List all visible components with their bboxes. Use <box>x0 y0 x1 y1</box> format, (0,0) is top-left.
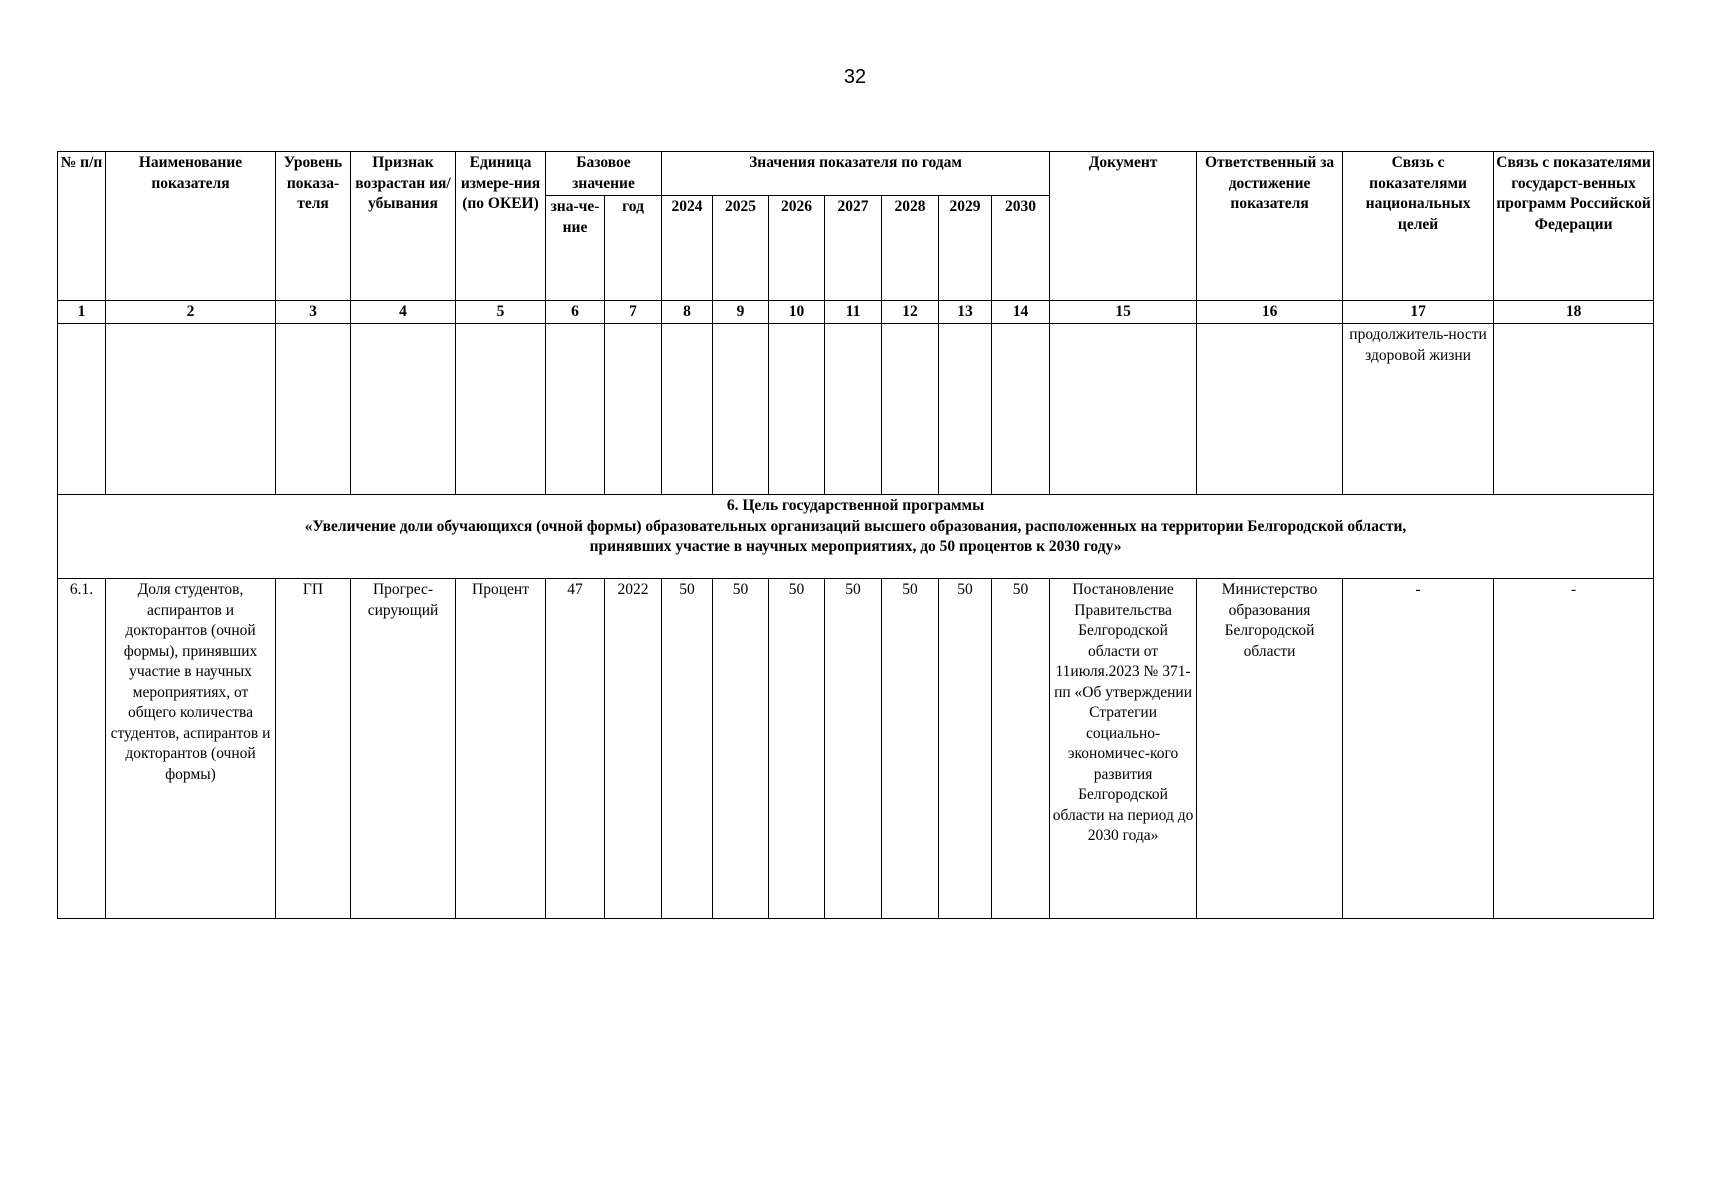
header-year: 2028 <box>882 196 939 301</box>
column-number: 12 <box>882 301 939 324</box>
indicator-base-value: 47 <box>546 579 605 919</box>
indicator-level: ГП <box>276 579 351 919</box>
header-year: 2025 <box>713 196 769 301</box>
goal-cell <box>58 495 1654 579</box>
empty-cell <box>939 324 992 495</box>
header-year: 2027 <box>825 196 882 301</box>
column-number: 1 <box>58 301 106 324</box>
indicator-state-link: - <box>1494 579 1654 919</box>
column-number: 6 <box>546 301 605 324</box>
column-number: 5 <box>456 301 546 324</box>
indicator-document: Постановление Правительства Белгородской области от 11июля.2023 № 371-пп «Об утверждении Стратегии социально-экономичес-кого развития Белгородской области на период до 2030 года» <box>1050 579 1197 919</box>
header-level: Уровень показа-теля <box>276 152 351 301</box>
empty-cell <box>456 324 546 495</box>
indicator-value-2028: 50 <box>882 579 939 919</box>
indicator-number: 6.1. <box>58 579 106 919</box>
column-number: 7 <box>605 301 662 324</box>
empty-cell <box>769 324 825 495</box>
indicator-value-2029: 50 <box>939 579 992 919</box>
header-national: Связь с показателями национальных целей <box>1343 152 1494 301</box>
column-number: 15 <box>1050 301 1197 324</box>
goal-text-line-2: принявших участие в научных мероприятиях, до 50 процентов к 2030 году» <box>589 538 1122 555</box>
header-base-year: год <box>605 196 662 301</box>
indicators-table <box>57 151 1654 919</box>
empty-cell <box>1197 324 1343 495</box>
empty-cell <box>1494 324 1654 495</box>
indicator-name: Доля студентов, аспирантов и докторантов (очной формы), принявших участие в научных мероприятиях, от общего количества студентов, аспирантов и докторантов (очной формы) <box>106 579 276 919</box>
column-number-row <box>58 301 1654 324</box>
continuation-row <box>58 324 1654 495</box>
header-year: 2024 <box>662 196 713 301</box>
header-num: № п/п <box>58 152 106 301</box>
empty-cell <box>992 324 1050 495</box>
header-year: 2030 <box>992 196 1050 301</box>
indicator-value-2024: 50 <box>662 579 713 919</box>
header-base-value: зна-че-ние <box>546 196 605 301</box>
header-year: 2029 <box>939 196 992 301</box>
column-number: 17 <box>1343 301 1494 324</box>
column-number: 13 <box>939 301 992 324</box>
empty-cell <box>546 324 605 495</box>
indicator-row-6-1 <box>58 579 1654 919</box>
empty-cell <box>605 324 662 495</box>
header-unit: Единица измере-ния (по ОКЕИ) <box>456 152 546 301</box>
empty-cell <box>662 324 713 495</box>
empty-cell <box>351 324 456 495</box>
indicator-value-2030: 50 <box>992 579 1050 919</box>
indicator-base-year: 2022 <box>605 579 662 919</box>
empty-cell <box>713 324 769 495</box>
indicator-responsible: Министерство образования Белгородской области <box>1197 579 1343 919</box>
header-year: 2026 <box>769 196 825 301</box>
column-number: 8 <box>662 301 713 324</box>
column-number: 11 <box>825 301 882 324</box>
header-years-group: Значения показателя по годам <box>662 152 1050 196</box>
empty-cell <box>882 324 939 495</box>
header-row <box>58 152 1654 196</box>
header-responsible: Ответственный за достижение показателя <box>1197 152 1343 301</box>
national-goal-continuation: продолжитель-ности здоровой жизни <box>1343 324 1494 495</box>
indicator-trend: Прогрес-сирующий <box>351 579 456 919</box>
empty-cell <box>106 324 276 495</box>
column-number: 4 <box>351 301 456 324</box>
column-number: 2 <box>106 301 276 324</box>
empty-cell <box>1050 324 1197 495</box>
empty-cell <box>825 324 882 495</box>
goal-title: 6. Цель государственной программы <box>726 497 985 514</box>
header-name: Наименование показателя <box>106 152 276 301</box>
header-document: Документ <box>1050 152 1197 301</box>
indicator-value-2025: 50 <box>713 579 769 919</box>
indicator-unit: Процент <box>456 579 546 919</box>
column-number: 10 <box>769 301 825 324</box>
column-number: 18 <box>1494 301 1654 324</box>
column-number: 9 <box>713 301 769 324</box>
column-number: 16 <box>1197 301 1343 324</box>
column-number: 14 <box>992 301 1050 324</box>
goal-text-line-1: «Увеличение доли обучающихся (очной формы) образовательных организаций высшего образования, расположенных на территории Белгородской области, <box>304 517 1407 535</box>
header-state: Связь с показателями государст-венных программ Российской Федерации <box>1494 152 1654 301</box>
goal-row <box>58 495 1654 579</box>
page-number: 32 <box>843 66 867 88</box>
header-base: Базовое значение <box>546 152 662 196</box>
empty-cell <box>276 324 351 495</box>
indicator-value-2027: 50 <box>825 579 882 919</box>
column-number: 3 <box>276 301 351 324</box>
empty-cell <box>58 324 106 495</box>
header-trend: Признак возрастан ия/ убывания <box>351 152 456 301</box>
indicator-value-2026: 50 <box>769 579 825 919</box>
indicator-national-link: - <box>1343 579 1494 919</box>
